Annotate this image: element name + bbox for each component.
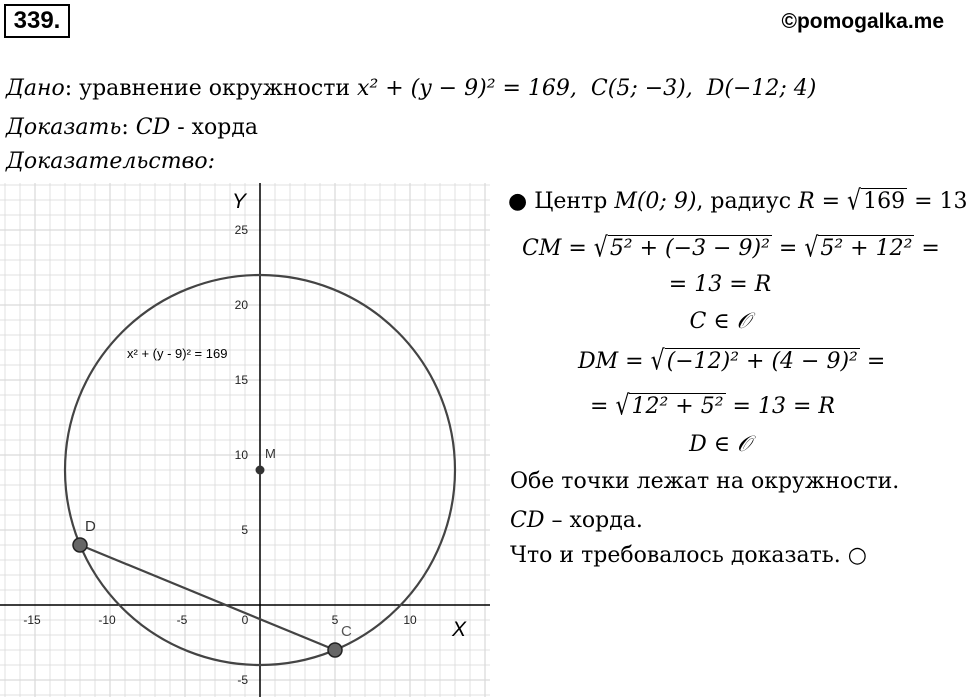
given-point-c: C(5; −3), — [590, 76, 693, 101]
prove-line — [6, 115, 258, 140]
proof-line-5: DM = √(−12)² + (4 − 9)² = — [578, 345, 886, 378]
x-tick-label: 0 — [241, 613, 249, 627]
y-tick-label: 20 — [234, 298, 248, 312]
x-tick-label: 5 — [331, 613, 339, 627]
point-m — [256, 466, 265, 475]
given-line — [6, 76, 816, 101]
point-m-label: M — [265, 446, 276, 461]
point-d-label: D — [85, 518, 96, 535]
x-tick-label: -5 — [176, 613, 188, 627]
coordinate-graph — [0, 183, 490, 697]
y-tick-label: 5 — [241, 523, 248, 537]
proof-line-1: ● Центр M(0; 9), радиус R = √169 = 13 — [508, 185, 968, 218]
proof-line-8: Обе точки лежат на окружности. — [510, 469, 900, 494]
proof-line-3: = 13 = R — [668, 272, 772, 297]
point-d — [73, 538, 87, 552]
proof-line-9: CD – хорда. — [510, 508, 643, 533]
given-label: Дано — [6, 76, 65, 101]
x-tick-label: 10 — [403, 613, 417, 627]
y-tick-label: -5 — [237, 673, 248, 687]
x-tick-label: -10 — [98, 613, 116, 627]
proof-line-6: = √12² + 5² = 13 = R — [590, 390, 835, 423]
point-c-label: C — [341, 623, 352, 640]
point-c — [328, 643, 342, 657]
watermark: ©pomogalka.me — [781, 10, 944, 33]
given-point-d: D(−12; 4) — [706, 76, 817, 101]
proof-label: Доказательство: — [6, 149, 216, 174]
y-tick-label: 25 — [234, 223, 248, 237]
y-axis-label: Y — [232, 190, 247, 213]
y-tick-label: 15 — [234, 373, 248, 387]
given-equation: x² + (y − 9)² = 169, — [357, 76, 577, 101]
circle-equation-label: x² + (y - 9)² = 169 — [127, 346, 228, 361]
y-tick-label: 10 — [234, 448, 248, 462]
proof-line-7: D ∈ 𝒪 — [689, 432, 751, 457]
given-text: : уравнение окружности — [64, 76, 358, 101]
prove-segment: CD — [135, 115, 171, 140]
prove-text: - хорда — [170, 115, 259, 140]
chord-cd — [80, 545, 335, 650]
prove-label: Доказать — [6, 115, 122, 140]
x-tick-label: -15 — [23, 613, 41, 627]
x-axis-label: X — [452, 618, 467, 641]
problem-number: 339. — [4, 4, 70, 38]
proof-line-2: CM = √5² + (−3 − 9)² = √5² + 12² = — [522, 232, 940, 265]
prove-colon: : — [121, 115, 136, 140]
proof-line-4: C ∈ 𝒪 — [689, 309, 751, 334]
proof-line-10: Что и требовалось доказать. ○ — [510, 543, 867, 568]
